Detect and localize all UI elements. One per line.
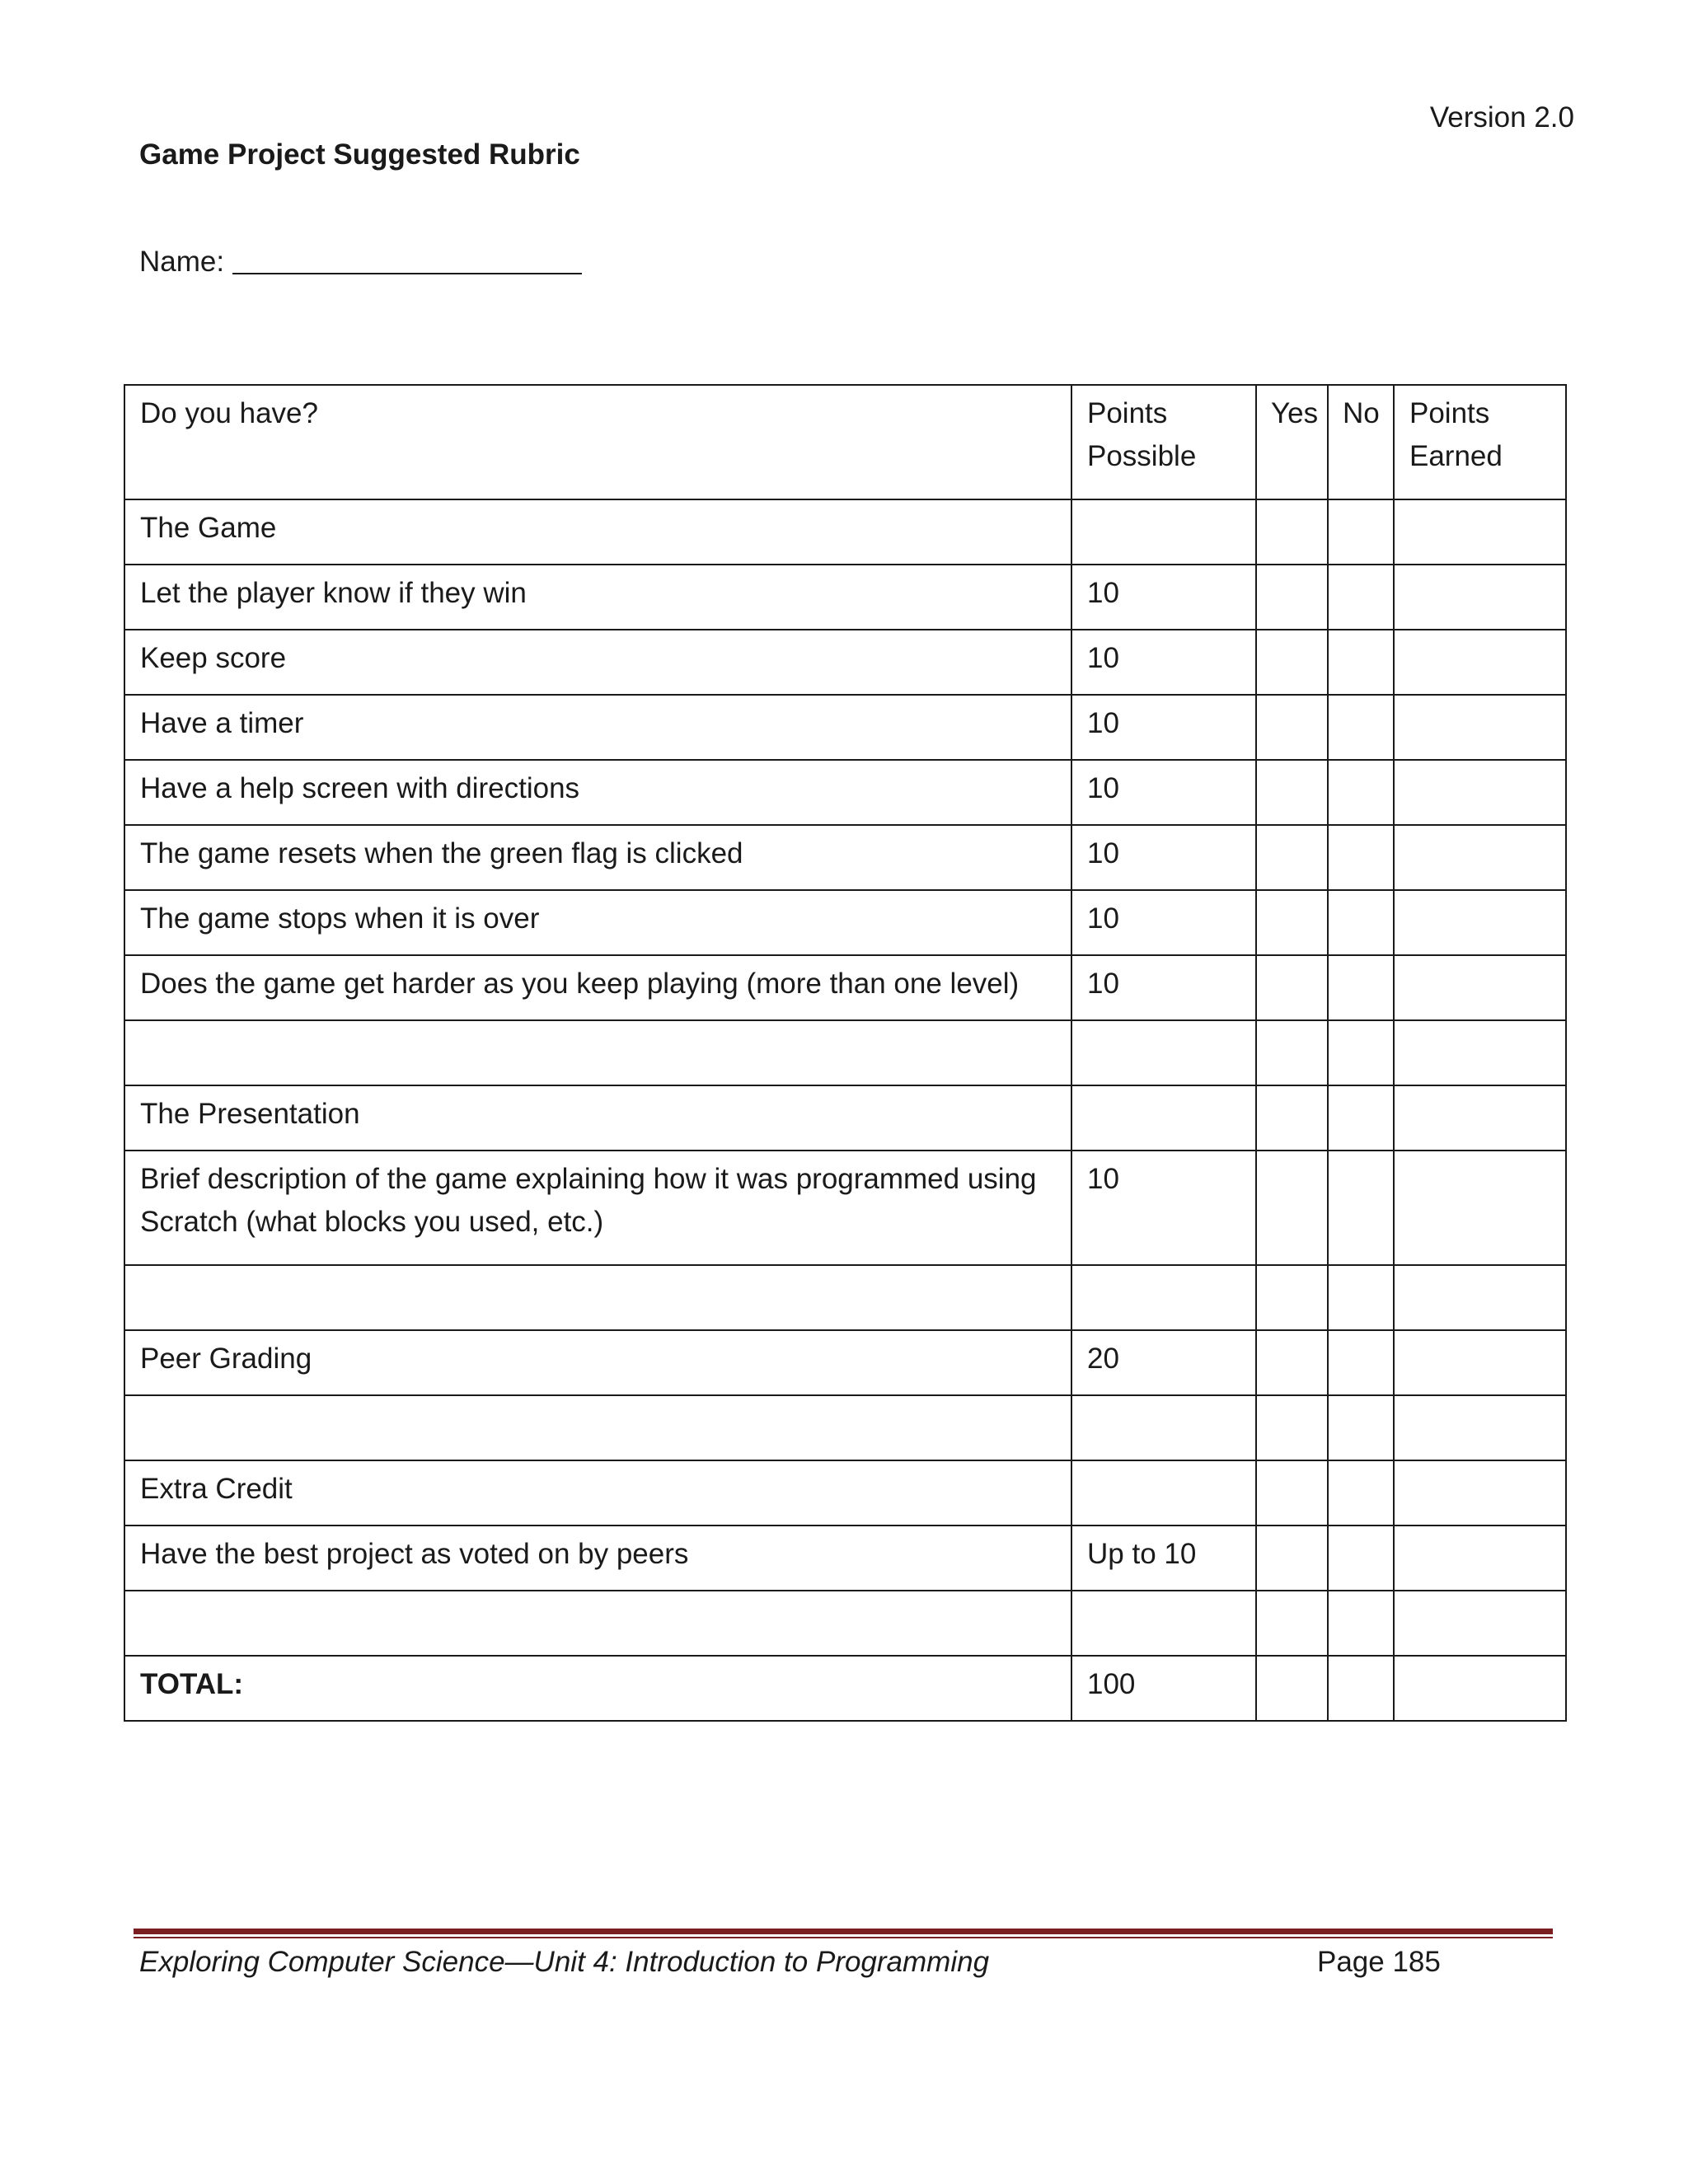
points-earned-cell — [1394, 1460, 1566, 1526]
table-row — [124, 1085, 1566, 1151]
no-cell — [1328, 1020, 1394, 1085]
yes-cell — [1256, 890, 1328, 955]
yes-cell — [1256, 1395, 1328, 1460]
points-possible-cell: 20 — [1071, 1330, 1256, 1395]
no-cell — [1328, 955, 1394, 1020]
header-do-you-have: Do you have? — [124, 385, 1071, 499]
footer-course-title: Exploring Computer Science—Unit 4: Introduction to Programming — [139, 1946, 990, 1978]
no-cell — [1328, 1330, 1394, 1395]
table-row — [124, 499, 1566, 565]
table-row — [124, 1526, 1566, 1591]
item-cell: Have the best project as voted on by peers — [124, 1526, 1071, 1591]
item-cell — [124, 1591, 1071, 1656]
table-row — [124, 1265, 1566, 1330]
points-earned-cell — [1394, 1085, 1566, 1151]
total-row — [124, 1656, 1566, 1721]
table-row — [124, 955, 1566, 1020]
yes-cell — [1256, 1526, 1328, 1591]
version-label: Version 2.0 — [1429, 101, 1574, 134]
points-earned-cell — [1394, 955, 1566, 1020]
item-cell — [124, 1265, 1071, 1330]
table-row — [124, 825, 1566, 890]
table-row — [124, 695, 1566, 760]
name-label: Name: — [139, 246, 225, 278]
header-points-earned: Points Earned — [1394, 385, 1566, 499]
points-possible-cell: 10 — [1071, 695, 1256, 760]
yes-cell — [1256, 499, 1328, 565]
points-earned-cell — [1394, 1020, 1566, 1085]
no-cell — [1328, 695, 1394, 760]
points-possible-cell — [1071, 1020, 1256, 1085]
yes-cell — [1256, 1151, 1328, 1265]
no-cell — [1328, 1591, 1394, 1656]
item-cell: Does the game get harder as you keep playing (more than one level) — [124, 955, 1071, 1020]
no-cell — [1328, 1526, 1394, 1591]
item-cell: Let the player know if they win — [124, 565, 1071, 630]
table-header-row — [124, 385, 1566, 499]
item-cell: The Game — [124, 499, 1071, 565]
footer-page-number: Page 185 — [1317, 1946, 1441, 1978]
name-blank-line — [232, 245, 582, 274]
item-cell: Brief description of the game explaining how it was programmed using Scratch (what blocks you used, etc.) — [124, 1151, 1071, 1265]
yes-cell — [1256, 760, 1328, 825]
yes-cell — [1256, 1085, 1328, 1151]
table-row — [124, 760, 1566, 825]
no-cell — [1328, 825, 1394, 890]
total-points: 100 — [1071, 1656, 1256, 1721]
points-earned-cell — [1394, 630, 1566, 695]
item-cell — [124, 1395, 1071, 1460]
points-possible-cell: Up to 10 — [1071, 1526, 1256, 1591]
no-cell — [1328, 1460, 1394, 1526]
item-cell: Peer Grading — [124, 1330, 1071, 1395]
table-row — [124, 1330, 1566, 1395]
yes-cell — [1256, 955, 1328, 1020]
yes-cell — [1256, 565, 1328, 630]
header-points-possible: Points Possible — [1071, 385, 1256, 499]
points-possible-cell — [1071, 1460, 1256, 1526]
item-cell: Have a help screen with directions — [124, 760, 1071, 825]
item-cell: The game stops when it is over — [124, 890, 1071, 955]
no-cell — [1328, 890, 1394, 955]
yes-cell — [1256, 1265, 1328, 1330]
points-possible-cell: 10 — [1071, 1151, 1256, 1265]
points-possible-cell — [1071, 1265, 1256, 1330]
points-earned-cell — [1394, 1656, 1566, 1721]
points-possible-cell — [1071, 1591, 1256, 1656]
item-cell — [124, 1020, 1071, 1085]
item-cell: Have a timer — [124, 695, 1071, 760]
page-title: Game Project Suggested Rubric — [139, 138, 580, 171]
item-cell: Extra Credit — [124, 1460, 1071, 1526]
points-earned-cell — [1394, 760, 1566, 825]
points-earned-cell — [1394, 1330, 1566, 1395]
no-cell — [1328, 1395, 1394, 1460]
points-possible-cell — [1071, 499, 1256, 565]
item-cell: Keep score — [124, 630, 1071, 695]
item-cell: The game resets when the green flag is clicked — [124, 825, 1071, 890]
no-cell — [1328, 499, 1394, 565]
table-row — [124, 1020, 1566, 1085]
points-earned-cell — [1394, 890, 1566, 955]
table-row — [124, 630, 1566, 695]
points-earned-cell — [1394, 825, 1566, 890]
points-earned-cell — [1394, 1265, 1566, 1330]
yes-cell — [1256, 1330, 1328, 1395]
no-cell — [1328, 630, 1394, 695]
table-row — [124, 1151, 1566, 1265]
rubric-table — [124, 384, 1567, 1722]
points-possible-cell: 10 — [1071, 890, 1256, 955]
yes-cell — [1256, 1656, 1328, 1721]
points-possible-cell: 10 — [1071, 630, 1256, 695]
table-row — [124, 1395, 1566, 1460]
name-field — [139, 241, 582, 283]
points-possible-cell — [1071, 1085, 1256, 1151]
header-no: No — [1328, 385, 1394, 499]
yes-cell — [1256, 1460, 1328, 1526]
points-earned-cell — [1394, 1151, 1566, 1265]
no-cell — [1328, 1151, 1394, 1265]
footer-divider — [134, 1929, 1553, 1938]
points-possible-cell: 10 — [1071, 955, 1256, 1020]
yes-cell — [1256, 1591, 1328, 1656]
points-possible-cell: 10 — [1071, 565, 1256, 630]
item-cell: The Presentation — [124, 1085, 1071, 1151]
no-cell — [1328, 1085, 1394, 1151]
yes-cell — [1256, 825, 1328, 890]
points-earned-cell — [1394, 1526, 1566, 1591]
table-row — [124, 890, 1566, 955]
points-possible-cell — [1071, 1395, 1256, 1460]
total-label: TOTAL: — [124, 1656, 1071, 1721]
header-yes: Yes — [1256, 385, 1328, 499]
points-possible-cell: 10 — [1071, 825, 1256, 890]
yes-cell — [1256, 630, 1328, 695]
no-cell — [1328, 1265, 1394, 1330]
yes-cell — [1256, 1020, 1328, 1085]
points-earned-cell — [1394, 1395, 1566, 1460]
table-row — [124, 1460, 1566, 1526]
points-earned-cell — [1394, 499, 1566, 565]
table-row — [124, 565, 1566, 630]
points-earned-cell — [1394, 565, 1566, 630]
points-possible-cell: 10 — [1071, 760, 1256, 825]
points-earned-cell — [1394, 695, 1566, 760]
points-earned-cell — [1394, 1591, 1566, 1656]
no-cell — [1328, 760, 1394, 825]
no-cell — [1328, 1656, 1394, 1721]
no-cell — [1328, 565, 1394, 630]
table-row — [124, 1591, 1566, 1656]
yes-cell — [1256, 695, 1328, 760]
